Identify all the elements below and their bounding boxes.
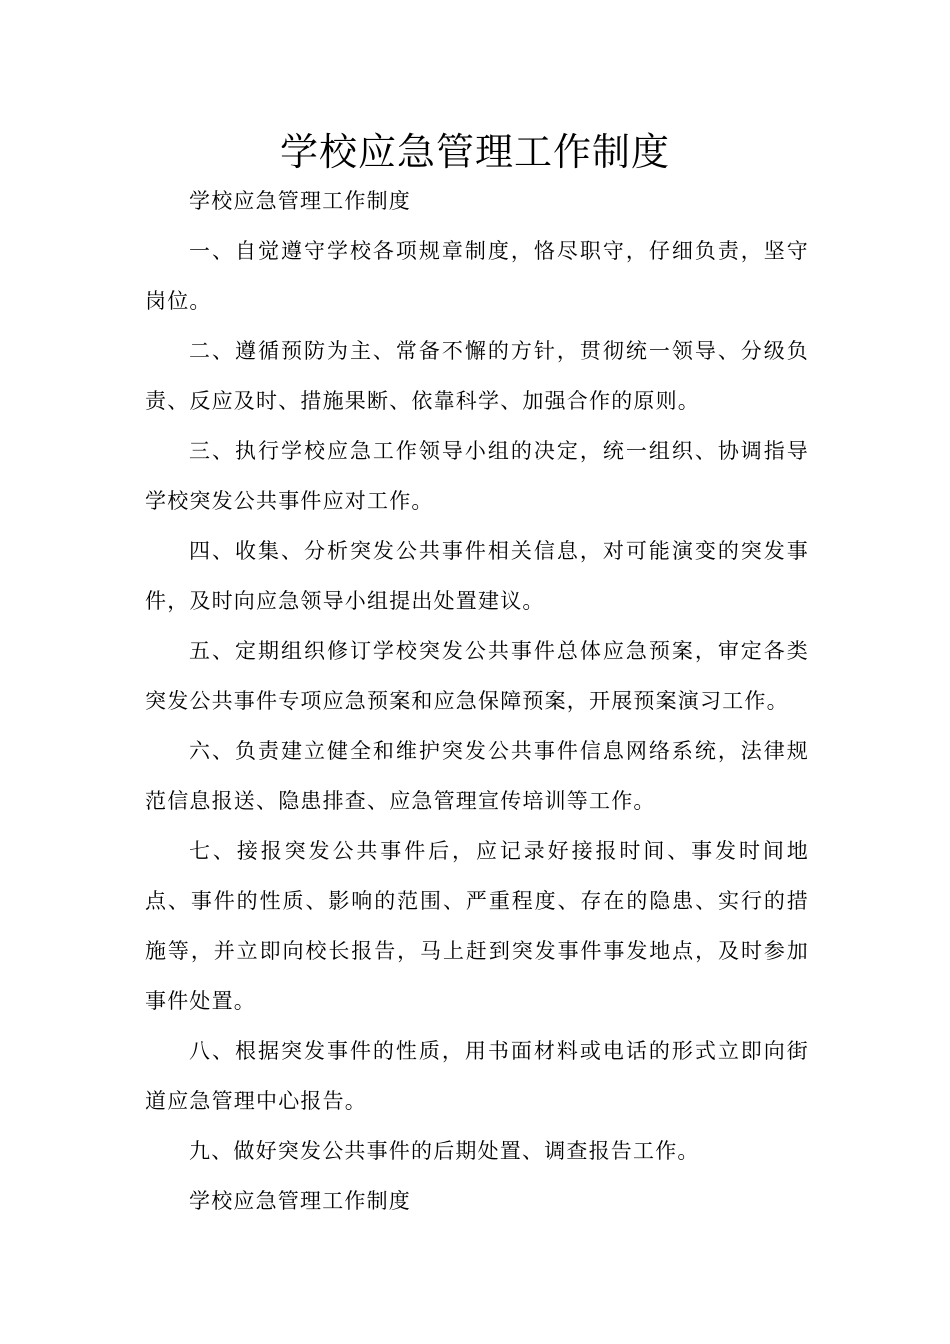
paragraph-item-8: 八、根据突发事件的性质，用书面材料或电话的形式立即向街道应急管理中心报告。 [145, 1039, 809, 1113]
paragraph-item-6: 六、负责建立健全和维护突发公共事件信息网络系统，法律规范信息报送、隐患排查、应急管理宣传培训等工作。 [145, 739, 809, 813]
paragraph-item-4: 四、收集、分析突发公共事件相关信息，对可能演变的突发事件，及时向应急领导小组提出处置建议。 [145, 539, 809, 613]
paragraph-item-9: 九、做好突发公共事件的后期处置、调查报告工作。 [189, 1139, 700, 1163]
paragraph-item-3: 三、执行学校应急工作领导小组的决定，统一组织、协调指导学校突发公共事件应对工作。 [145, 439, 809, 513]
paragraph-heading-repeat: 学校应急管理工作制度 [189, 189, 411, 213]
paragraph-item-7: 七、接报突发公共事件后，应记录好接报时间、事发时间地点、事件的性质、影响的范围、严重程度、存在的隐患、实行的措施等，并立即向校长报告，马上赶到突发事件事发地点，及时参加事件处置。 [145, 839, 809, 1013]
paragraph-item-1: 一、自觉遵守学校各项规章制度，恪尽职守，仔细负责，坚守岗位。 [145, 239, 809, 313]
document-body [145, 176, 809, 1226]
paragraph-item-5: 五、定期组织修订学校突发公共事件总体应急预案，审定各类突发公共事件专项应急预案和应急保障预案，开展预案演习工作。 [145, 639, 809, 713]
paragraph-item-2: 二、遵循预防为主、常备不懈的方针，贯彻统一领导、分级负责、反应及时、措施果断、依靠科学、加强合作的原则。 [145, 339, 809, 413]
document-title: 学校应急管理工作制度 [279, 130, 670, 174]
paragraph-footer-repeat: 学校应急管理工作制度 [189, 1189, 411, 1213]
